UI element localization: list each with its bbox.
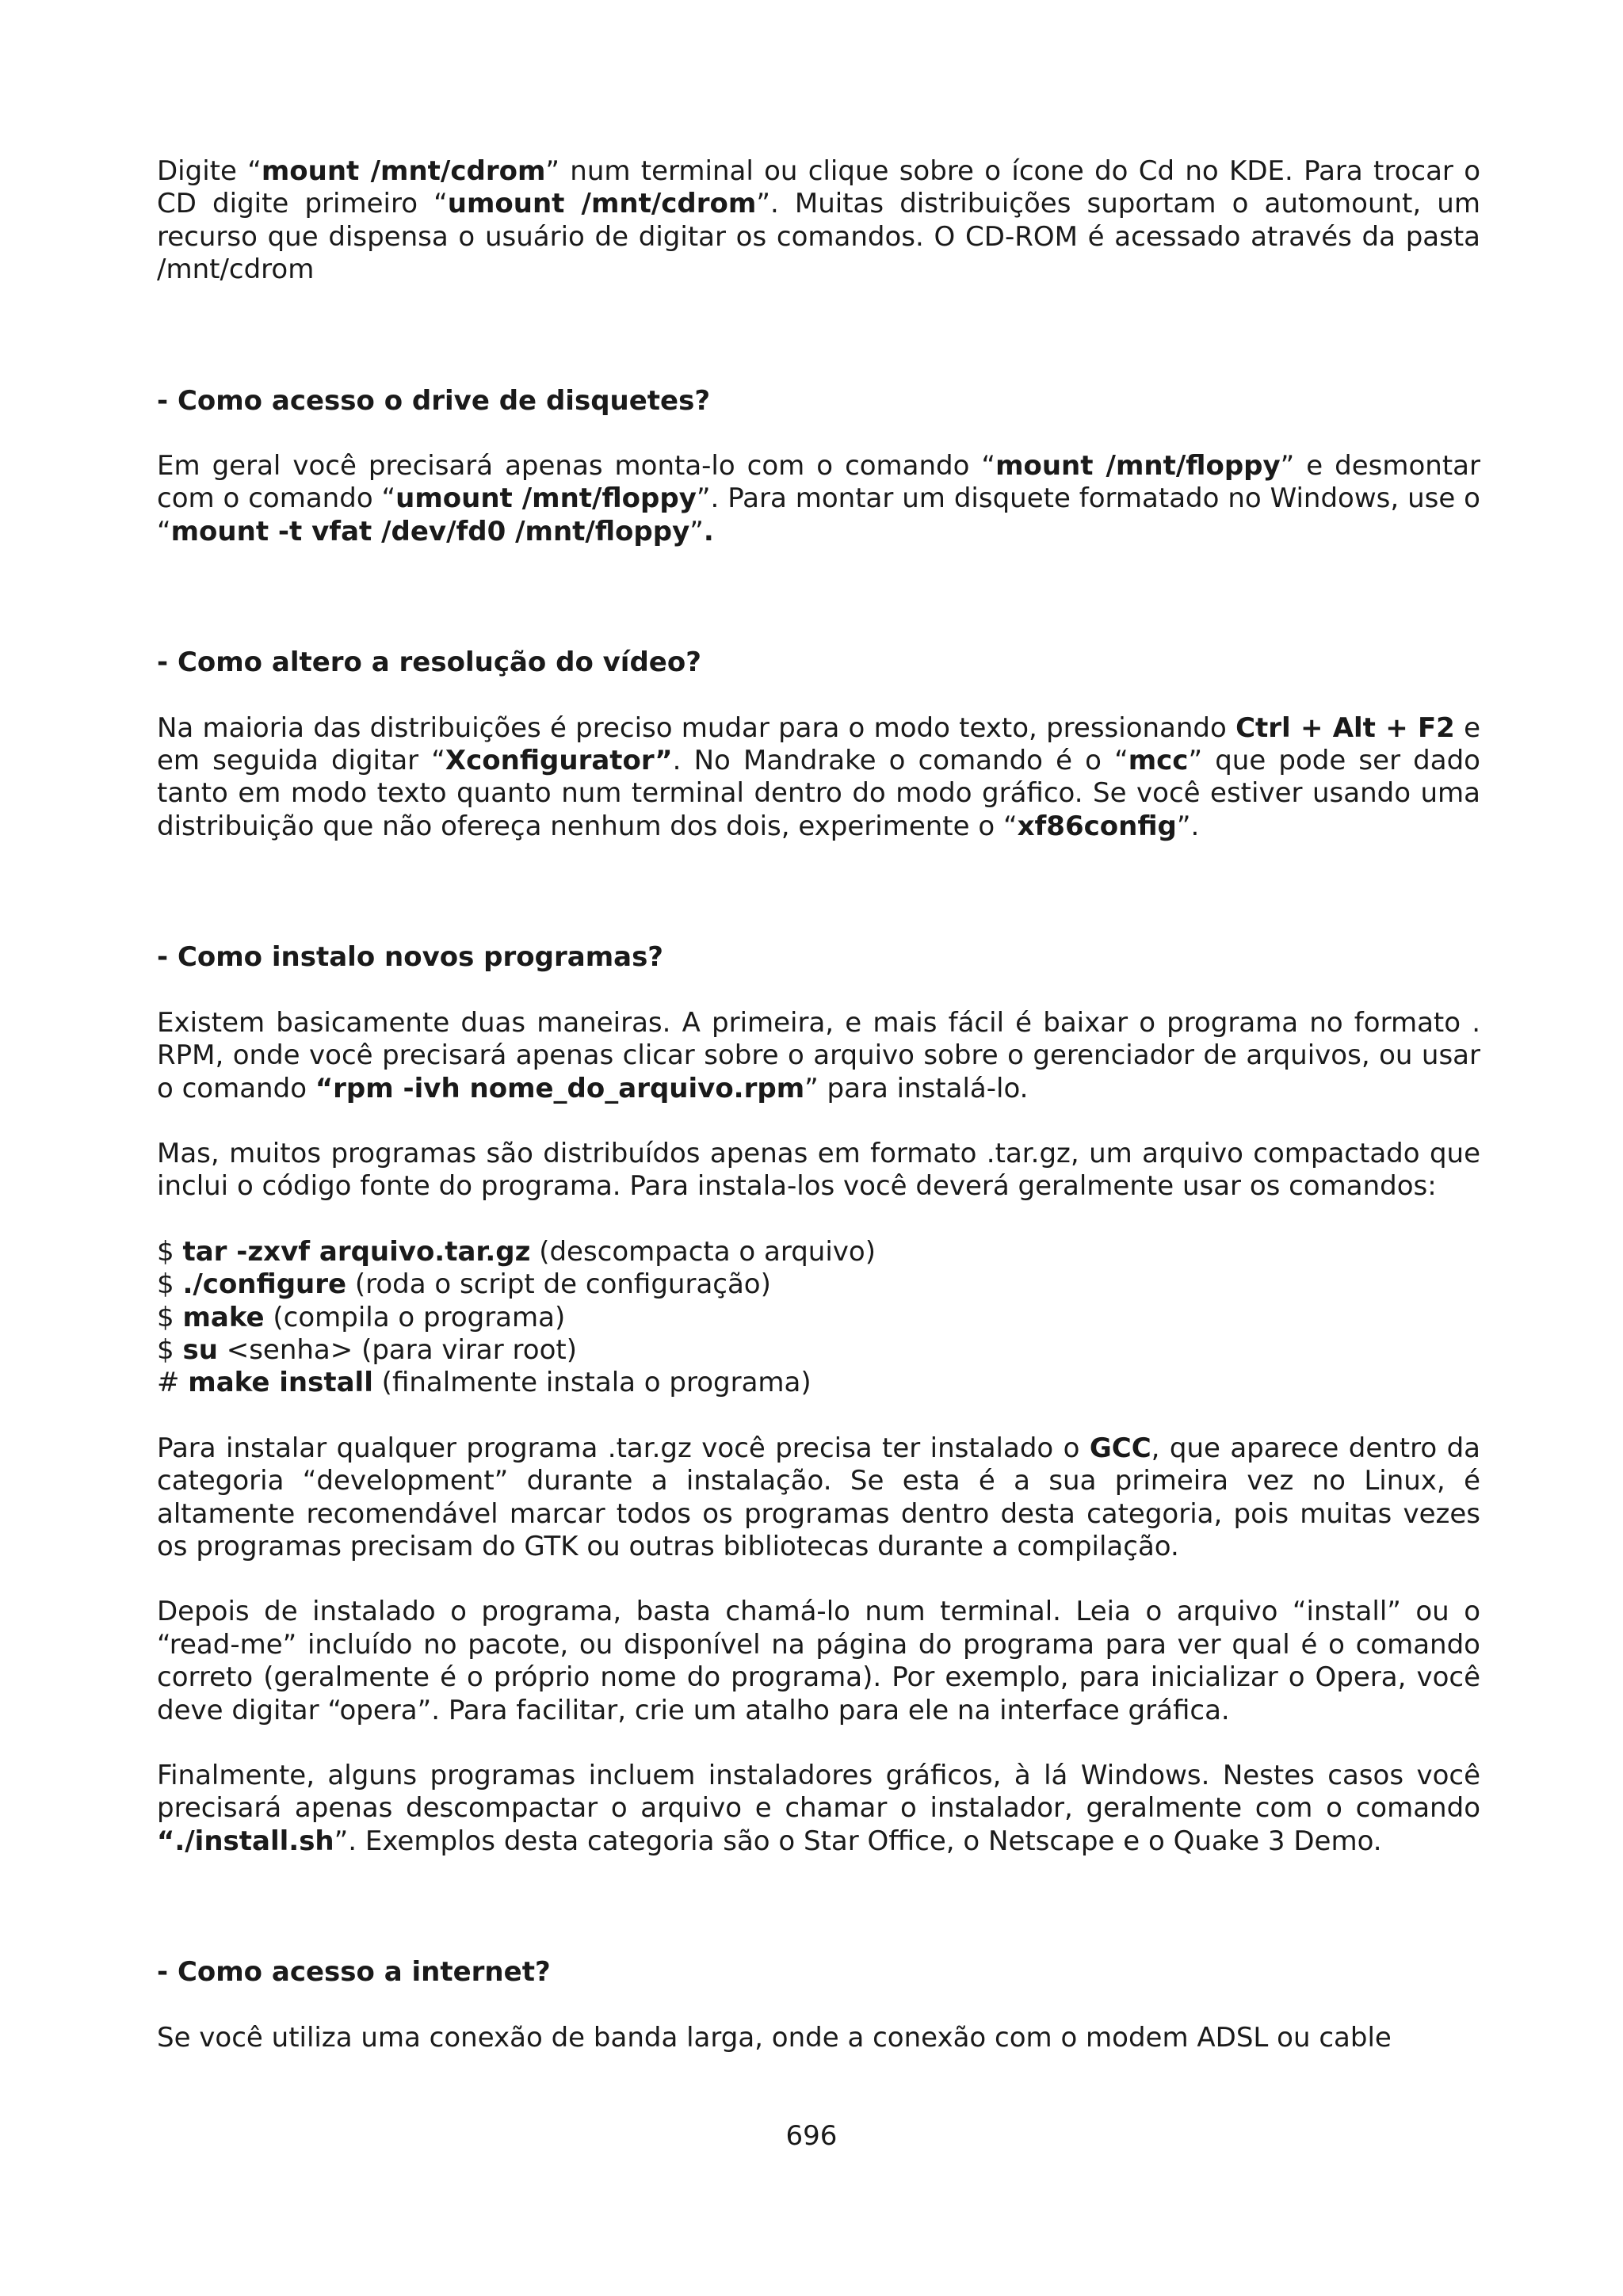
text-run: ” para instalá-lo.: [804, 1072, 1029, 1104]
command-rpm-ivh: “rpm -ivh nome_do_arquivo.rpm: [315, 1072, 805, 1104]
command-install-sh: “./install.sh: [157, 1825, 334, 1857]
page-number: 696: [785, 2120, 838, 2152]
cdrom-paragraph: [157, 155, 1480, 287]
command-list: [157, 1236, 1480, 1400]
text-run: ” que pode ser dado tanto em modo texto quanto num terminal dentro do modo gráfico. Se você estiver usando uma distribuição que não ofereça nenhum dos dois, experimente o “: [157, 745, 1480, 842]
command-line: [157, 1236, 1480, 1268]
text-run: . No Mandrake o comando é o “: [672, 745, 1128, 777]
command-text: tar -zxvf arquivo.tar.gz: [182, 1235, 531, 1268]
command-line: [157, 1334, 1480, 1367]
text-run: ”: [689, 515, 704, 547]
text-run: Na maioria das distribuições é preciso mudar para o modo texto, pressionando: [157, 711, 1236, 744]
text-run: , que aparece dentro da categoria “development” durante a instalação. Se esta é a sua primeira vez no Linux, é altamente recomendável marcar todos os programas dentro desta categoria, pois muitas vezes os programas precisam do GTK ou outras bibliotecas durante a compilação.: [157, 1432, 1480, 1562]
text-run: Finalmente, alguns programas incluem instaladores gráficos, à lá Windows. Nestes casos você precisará apenas descompactar o arquivo e chamar o instalador, geralmente com o comando: [157, 1760, 1480, 1825]
shell-prompt: $: [157, 1235, 183, 1268]
programs-paragraph-rpm: [157, 1007, 1480, 1105]
text-run: ”. Muitas distribuições suportam o automount, um recurso que dispensa o usuário de digitar os comandos. O CD-ROM é acessado através da pasta /mnt/cdrom: [157, 188, 1480, 286]
programs-paragraph-run: Depois de instalado o programa, basta chamá-lo num terminal. Leia o arquivo “install” ou o “read-me” incluído no pacote, ou disponível na página do programa para ver qual é o comando correto (geralmente é o próprio nome do programa). Por exemplo, para inicializar o Opera, você deve digitar “opera”. Para facilitar, crie um atalho para ele na interface gráfica.: [157, 1596, 1480, 1726]
command-xconfigurator: Xconfigurator”: [445, 745, 673, 777]
text-run: ” e desmontar com o comando “: [157, 450, 1480, 515]
section-heading-video: - Como altero a resolução do vídeo?: [157, 646, 701, 679]
programs-paragraph-targz: Mas, muitos programas são distribuídos apenas em formato .tar.gz, um arquivo compactado que inclui o código fonte do programa. Para instala-los você deverá geralmente usar os comandos:: [157, 1137, 1480, 1203]
command-mount-vfat: mount -t vfat /dev/fd0 /mnt/floppy: [170, 515, 690, 547]
video-paragraph: [157, 712, 1480, 844]
shell-prompt: $: [157, 1268, 183, 1301]
text-run: e em seguida digitar “: [157, 711, 1480, 777]
command-text: su: [182, 1333, 218, 1366]
command-mount-floppy: mount /mnt/floppy: [995, 450, 1281, 482]
text-run: ” num terminal ou clique sobre o ícone do Cd no KDE. Para trocar o CD digite primeiro “: [157, 155, 1480, 220]
shell-prompt: $: [157, 1301, 183, 1333]
section-heading-floppy: - Como acesso o drive de disquetes?: [157, 384, 711, 417]
command-description: (finalmente instala o programa): [372, 1367, 812, 1399]
command-line: [157, 1367, 1480, 1399]
keys-ctrl-alt-f2: Ctrl + Alt + F2: [1235, 711, 1455, 744]
text-run: ”.: [1176, 810, 1200, 842]
command-description: (descompacta o arquivo): [530, 1235, 876, 1268]
command-description: <senha> (para virar root): [217, 1333, 577, 1366]
command-text: make: [182, 1301, 265, 1333]
command-xf86config: xf86config: [1017, 810, 1177, 842]
command-mount-cdrom: mount /mnt/cdrom: [261, 155, 546, 187]
command-description: (compila o programa): [264, 1301, 566, 1333]
text-run: ”. Exemplos desta categoria são o Star Office, o Netscape e o Quake 3 Demo.: [334, 1825, 1382, 1857]
term-gcc: GCC: [1089, 1432, 1151, 1464]
text-run: Existem basicamente duas maneiras. A primeira, e mais fácil é baixar o programa no formato . RPM, onde você precisará apenas clicar sobre o arquivo sobre o gerenciador de arquivos, ou usar o comando: [157, 1006, 1480, 1104]
command-umount-cdrom: umount /mnt/cdrom: [447, 188, 757, 220]
internet-paragraph: Se você utiliza uma conexão de banda larga, onde a conexão com o modem ADSL ou cable: [157, 2021, 1392, 2054]
programs-paragraph-gcc: [157, 1432, 1480, 1564]
programs-paragraph-installers: [157, 1760, 1480, 1858]
shell-prompt: $: [157, 1333, 183, 1366]
section-heading-internet: - Como acesso a internet?: [157, 1956, 551, 1989]
document-page: [157, 155, 1480, 2054]
command-line: [157, 1302, 1480, 1334]
command-description: (roda o script de configuração): [346, 1268, 771, 1301]
text-run: Para instalar qualquer programa .tar.gz você precisa ter instalado o: [157, 1432, 1090, 1464]
command-mcc: mcc: [1128, 745, 1189, 777]
command-text: make install: [188, 1367, 373, 1399]
text-run: .: [703, 515, 714, 547]
floppy-paragraph: [157, 450, 1480, 548]
text-run: Digite “: [157, 155, 262, 187]
command-umount-floppy: umount /mnt/floppy: [395, 482, 697, 515]
text-run: ”. Para montar um disquete formatado no Windows, use o “: [157, 482, 1480, 547]
text-run: Em geral você precisará apenas monta-lo com o comando “: [157, 450, 996, 482]
command-line: [157, 1268, 1480, 1301]
section-heading-programs: - Como instalo novos programas?: [157, 941, 664, 974]
command-text: ./configure: [182, 1268, 347, 1301]
shell-prompt: #: [157, 1367, 189, 1399]
